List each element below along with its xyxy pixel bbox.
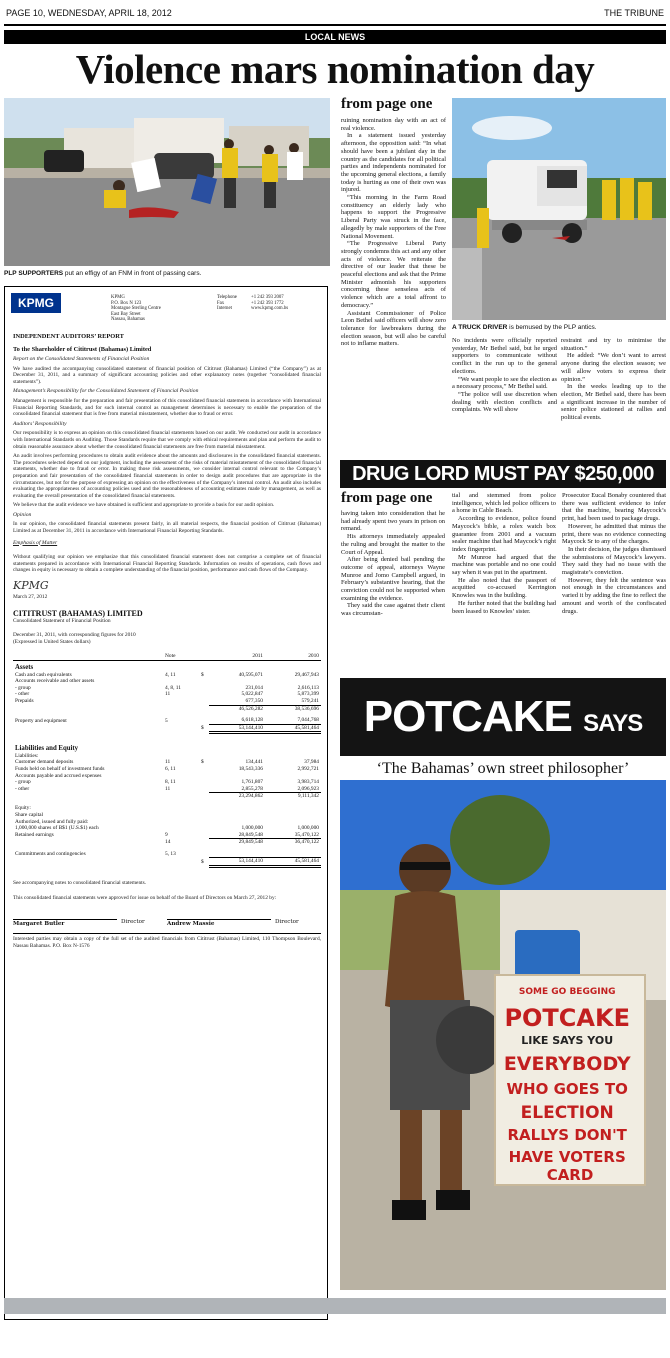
cell-label <box>13 858 163 867</box>
cell-cur: $ <box>201 858 204 865</box>
cell-b <box>265 678 321 685</box>
cell-cur <box>199 825 209 832</box>
photo-plp-supporters <box>4 98 330 266</box>
kpmg-logo: KPMG <box>11 293 61 313</box>
page-folio: PAGE 10, WEDNESDAY, APRIL 18, 2012 <box>6 8 172 18</box>
photo-potcake <box>340 780 666 1290</box>
table-row <box>13 766 321 773</box>
story2-col2: tial and stemmed from police intelligence, which led police officers to a home in Cable Beach. According to evidence, police found Maycock’s bible, a rolex watch box guarantee from 2001 and a vacuum sealer machine that had Maycock’s right index fingerprint. Mr Munroe had argued that the machine was portable and no one could say when it was put in the apartment. He also noted that the passport of acquitted co-accused Kerrington Knowles was in the building. He further noted that the building had been leased to Knowles’ sister. <box>452 492 556 615</box>
cell-note <box>163 793 199 800</box>
potcake-tagline: ‘The Bahamas’ own street philosopher’ <box>376 760 630 777</box>
cell-b: 35,470,122 <box>294 831 319 838</box>
report-sub5: Emphasis of Matter <box>13 539 58 546</box>
col-note: Note <box>165 653 176 660</box>
photo2-caption: A TRUCK DRIVER is bemused by the PLP antics. <box>452 324 597 331</box>
approval-text: This consolidated financial statements were approved for issue on behalf of the Board of Directors on March 27, 2012 by: <box>13 894 277 901</box>
notes-reference: See accompanying notes to consolidated financial statements. <box>13 880 147 887</box>
cell-note: 11 <box>165 759 171 766</box>
cell-b: 3,983,714 <box>297 779 319 786</box>
liabilities-table <box>13 742 321 868</box>
cell-a <box>209 753 265 760</box>
photo1-caption: PLP SUPPORTERS put an effigy of an FNM in front of passing cars. <box>4 270 202 277</box>
photo-truck-driver <box>452 98 666 320</box>
cell-note: 9 <box>165 832 168 839</box>
sign-line-7: RALLYS DON'T <box>507 1126 627 1144</box>
story1-col3: restraint and try to minimise the situation.” He added: “We don’t want to arrest anyone during the election season; we will allow voters to express their opinion.” In the weeks leading up to the election, Mr Bethel said, there has been a significant increase in the number of senior police stationed at rallies and political events. <box>561 337 666 422</box>
masthead-rule <box>4 24 666 26</box>
cell-label: Liabilities: <box>15 752 39 759</box>
section-title: Assets <box>15 664 34 671</box>
cell-a: 46,526,282 <box>209 705 265 712</box>
col-2011: 2011 <box>252 653 263 660</box>
cell-a: 231,014 <box>245 684 263 691</box>
director-2-title: Director <box>275 919 299 926</box>
cell-note: 5, 13 <box>165 851 176 858</box>
cell-b: 5,873,399 <box>297 691 319 698</box>
svg-text:SOME GO BEGGING POTCAKE <box>504 979 636 1184</box>
table-row <box>13 712 321 724</box>
cell-cur <box>199 812 209 819</box>
table-row <box>13 724 321 733</box>
cell-cur <box>199 846 209 858</box>
report-sub4: Opinion <box>13 511 32 518</box>
cell-label: Commitments and contingencies <box>15 851 86 858</box>
cell-label <box>13 793 163 800</box>
cell-b <box>265 812 321 819</box>
cell-b: 37,984 <box>304 759 319 766</box>
sign-line-1: SOME GO BEGGING <box>518 987 616 997</box>
cell-note: 14 <box>165 839 171 846</box>
table-row <box>13 678 321 685</box>
report-title: INDEPENDENT AUDITORS’ REPORT <box>13 333 124 340</box>
cell-label <box>13 705 163 712</box>
cell-a: 53,144,410 <box>209 858 265 867</box>
statement-period: December 31, 2011, with corresponding figures for 2010 <box>13 632 136 639</box>
company-name: CITITRUST (BAHAMAS) LIMITED <box>13 608 143 618</box>
cell-cur <box>199 779 209 786</box>
table-row <box>13 691 321 698</box>
cell-a: 134,441 <box>245 759 263 766</box>
cell-a <box>209 800 265 812</box>
cell-label: Accounts receivable and other assets <box>15 678 95 685</box>
table-row <box>13 839 321 846</box>
cell-a: 1,000,000 <box>241 825 263 832</box>
cell-cur <box>199 839 209 846</box>
sign-line-2: POTCAKE <box>504 1004 630 1032</box>
cell-label: - group <box>15 684 31 691</box>
story2-col3: Prosecutor Eucal Bonaby countered that there was sufficient evidence to infer that the machine, bearing Maycock’s print, had been used to package drugs. However, he admitted that minus the print, there was no evidence connecting Maycock Sr to any of the charges. In their decision, the judges dismissed the submissions of Maycock’s lawyers. They said they had no issue with the magistrate’s conviction. However, they felt the sentence was not enough in the circumstances and varied it by adding the fine to reflect the amount and worth of the confiscated drugs. <box>562 492 666 615</box>
table-row <box>13 786 321 793</box>
table-row <box>13 812 321 819</box>
cell-cur <box>199 678 209 685</box>
section-title: Liabilities and Equity <box>15 745 79 753</box>
sign-line-8: HAVE VOTERS <box>508 1148 626 1166</box>
cell-b: 38,536,696 <box>265 705 321 712</box>
story1-col1: ruining nomination day with an act of real violence. In a statement issued yesterday afternoon, the opposition said: “In what should have been a jubilant day in the country as the candidates for all political parties and independents nominated for the upcoming general elections, a family today is hurting as one of their own was injured. “This morning in the Farm Road constituency an elderly lady who happens to support the Progressive Liberal Party was struck in the face, allegedly by male supporters of the Free National Movement. “The Progressive Liberal Party strongly condemns this act and any other acts of violence. We reiterate the directive of our leader that these be peaceful elections and ask that the Prime Minister admonish his supporters concerning these senseless acts of violence which are a total affront to democracy.” Assistant Commissioner of Police Leon Bethel said officers will show zero tolerance for lawbreakers during the election season, but will also be careful not to inflame matters. <box>341 117 446 348</box>
story2-jump: from page one <box>341 490 433 506</box>
director-signatures <box>13 919 321 927</box>
kpmg-address: KPMG P.O. Box N 123 Montague Sterling Centre East Bay Street Nassau, Bahamas <box>111 295 161 323</box>
cell-cur: $ <box>201 759 204 766</box>
cell-b <box>265 773 321 780</box>
cell-note <box>163 724 199 733</box>
cell-label: - group <box>15 779 31 786</box>
table-row <box>13 685 321 692</box>
report-addressee: To the Shareholder of Cititrust (Bahamas) Limited <box>13 346 152 353</box>
cell-label <box>13 724 163 733</box>
report-sub1: Report on the Consolidated Statements of Financial Position <box>13 356 150 362</box>
cell-cur <box>199 832 209 839</box>
table-row <box>13 858 321 867</box>
report-p1: We have audited the accompanying consolidated statement of financial position of Cititrust (Bahamas) Limited (“the Company”) as at December 31, 2011, and a summary of significant accounting policies and other explanatory notes (together “consolidated financial statements”). <box>13 365 321 385</box>
cell-a: 18,543,336 <box>238 766 263 773</box>
cell-note <box>163 753 199 760</box>
story2-col1: having taken into consideration that he had already spent two years in prison on remand. His attorneys immediately appealed the ruling and brought the matter to the Court of Appeal. After being denied bail pending the outcome of appeal, attorneys Wayne Munroe and Jomo Campbell argued, in February’s substantive hearing, that the conviction could not be supported when examining the evidence. They said the case against their client was circumstan- <box>341 510 445 618</box>
financial-table <box>13 653 321 734</box>
cell-label: - other <box>15 691 30 698</box>
potcake-banner <box>340 678 666 756</box>
kpmg-contact: Telephone +1 242 393 2007 Fax +1 242 393 1772 Internet www.kpmg.com.bs <box>217 295 289 312</box>
director-1-name: Margaret Butler <box>13 919 117 927</box>
cell-a: 29,849,548 <box>209 839 265 846</box>
cell-label: Authorized, issued and fully paid: <box>15 818 89 825</box>
cell-cur <box>199 793 209 800</box>
table-row <box>13 793 321 800</box>
cell-a: 6,618,128 <box>241 717 263 724</box>
page-footer-bar <box>4 1298 666 1314</box>
report-p3: Our responsibility is to express an opinion on this consolidated financial statements based on our audit. We conducted our audit in accordance with International Standards on Auditing. Those Standards require that we comply with ethical requirements and plan and perform the audit to obtain reasonable assurance about whether the consolidated financial statements are free from material misstatement. <box>13 430 321 450</box>
page-headline: Violence mars nomination day <box>75 46 595 92</box>
cell-note <box>163 698 199 705</box>
cell-cur: $ <box>201 725 204 732</box>
cell-cur <box>199 766 209 773</box>
story1-col2: No incidents were officially reported yesterday, Mr Bethel said, but he urged supporters to communicate without conflict in the run up to the general elections. “We want people to see the election as a necessary process,” Mr Bethel said. “The police will use discretion when dealing with election conflicts and complaints. We will show <box>452 337 557 414</box>
cell-b: 2,616,113 <box>297 684 319 691</box>
cell-note: 6, 11 <box>165 766 176 773</box>
section-label: LOCAL NEWS <box>4 30 666 44</box>
cell-a <box>209 678 265 685</box>
cell-a: 5,022,847 <box>241 691 263 698</box>
report-p4: An audit involves performing procedures to obtain audit evidence about the amounts and disclosures in the consolidated financial statements. The procedures selected depend on our judgment, including the assessment of the risks of material misstatement of the consolidated financial statements, whether due to fraud or error. In making those risk assessments, we consider internal control relevant to the Company’s preparation and fair presentation of the consolidated financial statements in order to design audit procedures that are appropriate in the circumstances, but not for the purpose of expressing an opinion on the effectiveness of the Company’s internal control. An audit also includes evaluating the appropriateness of accounting policies used and the reasonableness of accounting estimates made by management, as well as evaluating the overall presentation of the consolidated financial statements. <box>13 453 321 499</box>
cell-b: 2,096,923 <box>297 785 319 792</box>
cell-b: 45,581,464 <box>265 858 321 867</box>
report-p6: In our opinion, the consolidated financial statements present fairly, in all material respects, the financial position of Cititrust (Bahamas) Limited as at December 31, 2011 in accordance with International Financial Reporting Standards. <box>13 521 321 535</box>
sign-line-4: EVERYBODY <box>503 1053 631 1075</box>
cell-b <box>265 819 321 826</box>
cell-cur <box>199 786 209 793</box>
cell-cur <box>199 712 209 724</box>
cell-b <box>265 846 321 858</box>
cell-a: 23,294,862 <box>209 793 265 800</box>
cell-cur <box>199 773 209 780</box>
cell-note <box>163 773 199 780</box>
cell-label: Cash and cash equivalents <box>15 671 72 678</box>
sign-line-5: WHO GOES TO <box>506 1080 628 1098</box>
cell-a <box>209 819 265 826</box>
cell-note <box>163 812 199 819</box>
cell-label: Accounts payable and accrued expenses <box>15 772 102 779</box>
cell-a: 40,595,071 <box>238 671 263 678</box>
cell-note: 4, 8, 11 <box>165 684 181 691</box>
cell-cur <box>199 705 209 712</box>
cell-cur: $ <box>201 671 204 678</box>
table-row <box>13 672 321 679</box>
cell-a <box>209 846 265 858</box>
statement-currency: (Expressed in United States dollars) <box>13 638 91 645</box>
paper-name: THE TRIBUNE <box>604 8 664 18</box>
story2-headline: DRUG LORD MUST PAY $250,000 <box>340 460 666 488</box>
cell-b: 1,000,000 <box>297 825 319 832</box>
cell-b <box>265 753 321 760</box>
report-sub2: Management’s Responsibility for the Consolidated Statement of Financial Position <box>13 388 199 395</box>
cell-a: 677,350 <box>245 697 263 704</box>
table-row <box>13 832 321 839</box>
table-row <box>13 705 321 712</box>
ad-footer: Interested parties may obtain a copy of the full set of the audited financials from Cititrust (Bahamas) Limited, 110 Thompson Boulevard, Nassau Bahamas. P.O. Box N-1576 <box>13 933 321 949</box>
cell-cur <box>199 800 209 812</box>
cell-label: Property and equipment <box>15 717 67 724</box>
col-2010: 2010 <box>308 653 319 660</box>
cell-note: 11 <box>165 786 171 793</box>
table-row <box>13 779 321 786</box>
director-2-name: Andrew Massie <box>167 919 271 927</box>
report-date: March 27, 2012 <box>13 594 48 601</box>
potcake-title: POTCAKE <box>363 692 572 741</box>
cell-b: 9,111,342 <box>265 793 321 800</box>
cell-label: - other <box>15 786 30 793</box>
cell-cur <box>199 819 209 826</box>
cell-a: 53,144,410 <box>209 724 265 733</box>
cell-note: 5 <box>165 717 168 724</box>
table-row <box>13 846 321 858</box>
cell-note <box>163 825 199 832</box>
cell-note: 4, 11 <box>165 671 176 678</box>
sign-line-9: CARD <box>546 1166 594 1184</box>
report-p5: We believe that the audit evidence we have obtained is sufficient and appropriate to provide a basis for our audit opinion. <box>13 502 275 509</box>
cell-b <box>265 800 321 812</box>
report-sub3: Auditors’ Responsibility <box>13 420 67 427</box>
statement-title: Consolidated Statement of Financial Position <box>13 617 111 624</box>
table-row <box>13 800 321 812</box>
cell-label: 1,000,000 shares of B$1 (U.S.$1) each <box>15 825 99 832</box>
table-row <box>13 825 321 832</box>
report-p2: Management is responsible for the preparation and fair presentation of this consolidated financial statements in accordance with International Financial Reporting Standards, and for such internal control as management determines is necessary to enable the preparation of the consolidated financial statement that is free from material misstatement, whether due to fraud or error. <box>13 397 321 418</box>
table-row <box>13 753 321 760</box>
cell-note <box>163 819 199 826</box>
cell-label: Customer demand deposits <box>15 759 74 766</box>
cell-b: 36,470,122 <box>265 839 321 846</box>
director-1-title: Director <box>121 919 145 926</box>
cell-a: 1,761,807 <box>241 779 263 786</box>
cell-label: Retained earnings <box>15 832 54 839</box>
cell-b: 7,044,768 <box>297 717 319 724</box>
sign-line-6: ELECTION <box>520 1103 614 1123</box>
cell-note: 8, 11 <box>165 779 176 786</box>
table-row <box>13 773 321 780</box>
cell-b: 2,992,721 <box>297 766 319 773</box>
cell-note: 11 <box>165 691 171 698</box>
cell-a <box>209 773 265 780</box>
cell-cur <box>199 685 209 692</box>
cell-note <box>163 678 199 685</box>
cell-note <box>163 705 199 712</box>
cell-a: 28,849,548 <box>238 831 263 838</box>
cell-note <box>163 800 199 812</box>
cell-label: Funds held on behalf of investment funds <box>15 766 105 773</box>
sign-line-3: LIKE SAYS YOU <box>521 1034 614 1047</box>
cell-cur <box>199 698 209 705</box>
cell-label: Equity: <box>15 805 31 812</box>
potcake-says: SAYS <box>583 710 643 737</box>
cell-a <box>209 812 265 819</box>
kpmg-audit-ad <box>4 286 328 1320</box>
cell-b: 45,581,464 <box>265 724 321 733</box>
cell-note <box>163 858 199 867</box>
report-p7: Without qualifying our opinion we emphasize that this consolidated financial statement does not comprise a complete set of financial statements prepared in accordance with International Financial Reporting Standards. Information on results of operations, cash flows and changes in equity is necessary to obtain a complete understanding of the financial position, performance and cash flows of the Company. <box>13 554 321 574</box>
cell-b: 29,467,943 <box>294 671 319 678</box>
cell-label: Prepaids <box>15 698 34 705</box>
table-row <box>13 698 321 705</box>
story1-jump: from page one <box>341 96 433 112</box>
cell-cur <box>199 691 209 698</box>
kpmg-signature: KPMG <box>13 579 49 593</box>
cell-a: 2,855,278 <box>241 785 263 792</box>
cell-label <box>13 839 163 846</box>
cell-label: Share capital <box>15 812 43 818</box>
cell-b: 579,241 <box>301 697 319 704</box>
